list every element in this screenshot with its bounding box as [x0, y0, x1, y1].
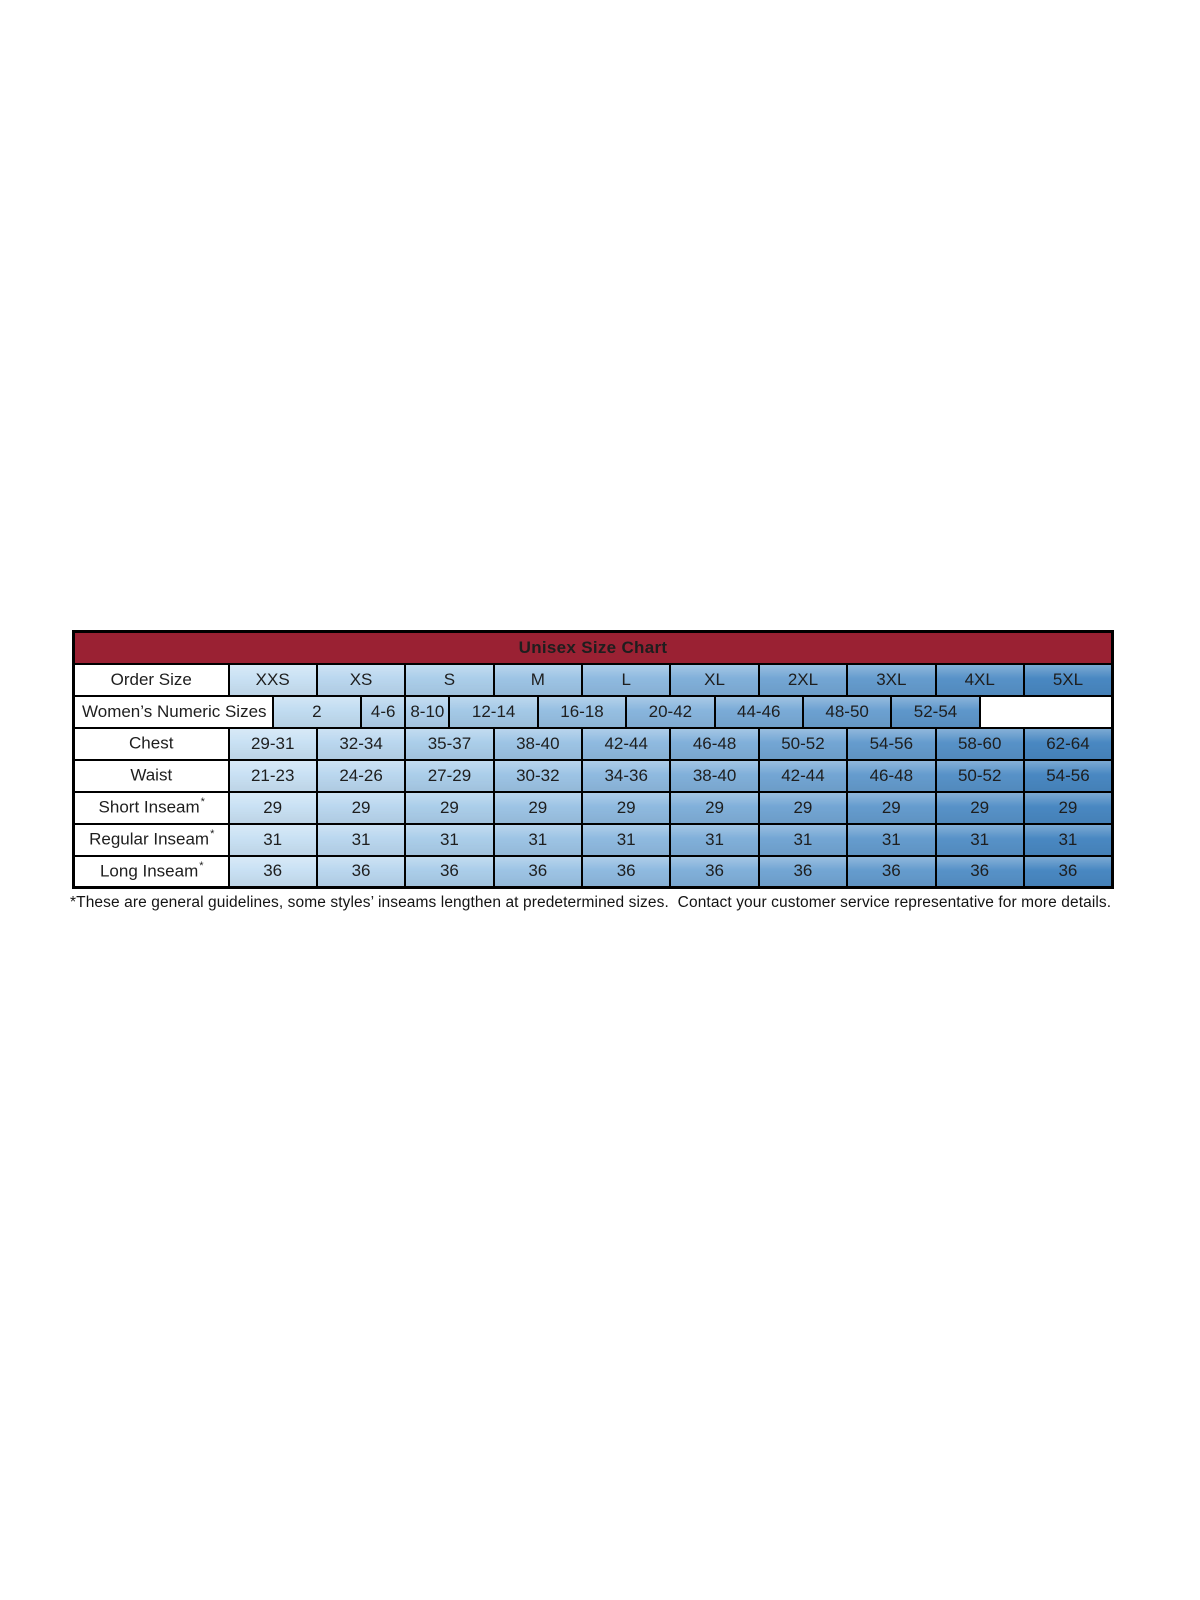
regular-inseam-cell: 31	[847, 824, 935, 856]
chest-cell: 29-31	[229, 728, 317, 760]
short-inseam-cell: 29	[582, 792, 670, 824]
long-inseam-cell: 36	[936, 856, 1024, 888]
short-inseam-cell: 29	[759, 792, 847, 824]
womens-size-blank-cell	[980, 696, 1113, 728]
size-chart-table	[72, 630, 1114, 889]
womens-size-cell: 48-50	[803, 696, 891, 728]
regular-inseam-cell: 31	[494, 824, 582, 856]
size-cell-5xl: 5XL	[1024, 664, 1113, 696]
womens-size-cell: 2	[273, 696, 361, 728]
womens-sizes-row	[74, 696, 1113, 728]
chest-cell: 46-48	[670, 728, 758, 760]
row-label-regular-inseam: Regular Inseam*	[74, 824, 229, 856]
long-inseam-cell: 36	[405, 856, 493, 888]
regular-inseam-cell: 31	[759, 824, 847, 856]
chest-cell: 35-37	[405, 728, 493, 760]
waist-cell: 21-23	[229, 760, 317, 792]
womens-size-cell: 16-18	[538, 696, 626, 728]
row-label-short-inseam: Short Inseam*	[74, 792, 229, 824]
size-cell-2xl: 2XL	[759, 664, 847, 696]
long-inseam-cell: 36	[317, 856, 405, 888]
waist-cell: 54-56	[1024, 760, 1113, 792]
chest-cell: 38-40	[494, 728, 582, 760]
asterisk: *	[199, 859, 204, 872]
order-size-row	[74, 664, 1113, 696]
womens-size-cell: 52-54	[891, 696, 979, 728]
short-inseam-cell: 29	[847, 792, 935, 824]
regular-inseam-cell: 31	[1024, 824, 1113, 856]
footnote: *These are general guidelines, some styles’ inseams lengthen at predetermined sizes. Contact your customer service representative for more details.	[70, 894, 1112, 911]
chest-cell: 32-34	[317, 728, 405, 760]
womens-size-cell: 20-42	[626, 696, 714, 728]
womens-size-cell: 8-10	[405, 696, 449, 728]
regular-inseam-cell: 31	[670, 824, 758, 856]
waist-cell: 42-44	[759, 760, 847, 792]
title-row	[74, 632, 1113, 664]
row-label-long-inseam: Long Inseam*	[74, 856, 229, 888]
size-cell-l: L	[582, 664, 670, 696]
long-inseam-row	[74, 856, 1113, 888]
size-cell-4xl: 4XL	[936, 664, 1024, 696]
short-inseam-cell: 29	[405, 792, 493, 824]
waist-cell: 34-36	[582, 760, 670, 792]
regular-inseam-row	[74, 824, 1113, 856]
size-cell-xs: XS	[317, 664, 405, 696]
long-inseam-cell: 36	[582, 856, 670, 888]
short-inseam-cell: 29	[1024, 792, 1113, 824]
waist-cell: 46-48	[847, 760, 935, 792]
short-inseam-cell: 29	[670, 792, 758, 824]
waist-cell: 30-32	[494, 760, 582, 792]
long-inseam-cell: 36	[1024, 856, 1113, 888]
chest-cell: 62-64	[1024, 728, 1113, 760]
size-cell-s: S	[405, 664, 493, 696]
chest-cell: 54-56	[847, 728, 935, 760]
long-inseam-cell: 36	[670, 856, 758, 888]
regular-inseam-cell: 31	[317, 824, 405, 856]
chest-cell: 42-44	[582, 728, 670, 760]
regular-inseam-cell: 31	[229, 824, 317, 856]
regular-inseam-cell: 31	[936, 824, 1024, 856]
short-inseam-cell: 29	[936, 792, 1024, 824]
short-inseam-cell: 29	[494, 792, 582, 824]
long-inseam-cell: 36	[229, 856, 317, 888]
long-inseam-cell: 36	[847, 856, 935, 888]
womens-size-cell: 4-6	[361, 696, 405, 728]
waist-cell: 38-40	[670, 760, 758, 792]
size-chart	[72, 630, 1114, 912]
short-inseam-cell: 29	[229, 792, 317, 824]
size-cell-xxs: XXS	[229, 664, 317, 696]
waist-cell: 50-52	[936, 760, 1024, 792]
row-label-order-size: Order Size	[74, 664, 229, 696]
womens-size-cell: 12-14	[449, 696, 537, 728]
size-cell-3xl: 3XL	[847, 664, 935, 696]
short-inseam-row	[74, 792, 1113, 824]
waist-row	[74, 760, 1113, 792]
size-cell-m: M	[494, 664, 582, 696]
chart-title: Unisex Size Chart	[74, 632, 1113, 664]
chest-row	[74, 728, 1113, 760]
size-cell-xl: XL	[670, 664, 758, 696]
long-inseam-cell: 36	[494, 856, 582, 888]
short-inseam-cell: 29	[317, 792, 405, 824]
regular-inseam-cell: 31	[582, 824, 670, 856]
row-label-chest: Chest	[74, 728, 229, 760]
waist-cell: 24-26	[317, 760, 405, 792]
long-inseam-cell: 36	[759, 856, 847, 888]
waist-cell: 27-29	[405, 760, 493, 792]
asterisk: *	[210, 828, 215, 841]
row-label-waist: Waist	[74, 760, 229, 792]
asterisk: *	[200, 796, 205, 809]
womens-size-cell: 44-46	[715, 696, 803, 728]
row-label-womens-sizes: Women’s Numeric Sizes	[74, 696, 273, 728]
chest-cell: 58-60	[936, 728, 1024, 760]
regular-inseam-cell: 31	[405, 824, 493, 856]
chest-cell: 50-52	[759, 728, 847, 760]
